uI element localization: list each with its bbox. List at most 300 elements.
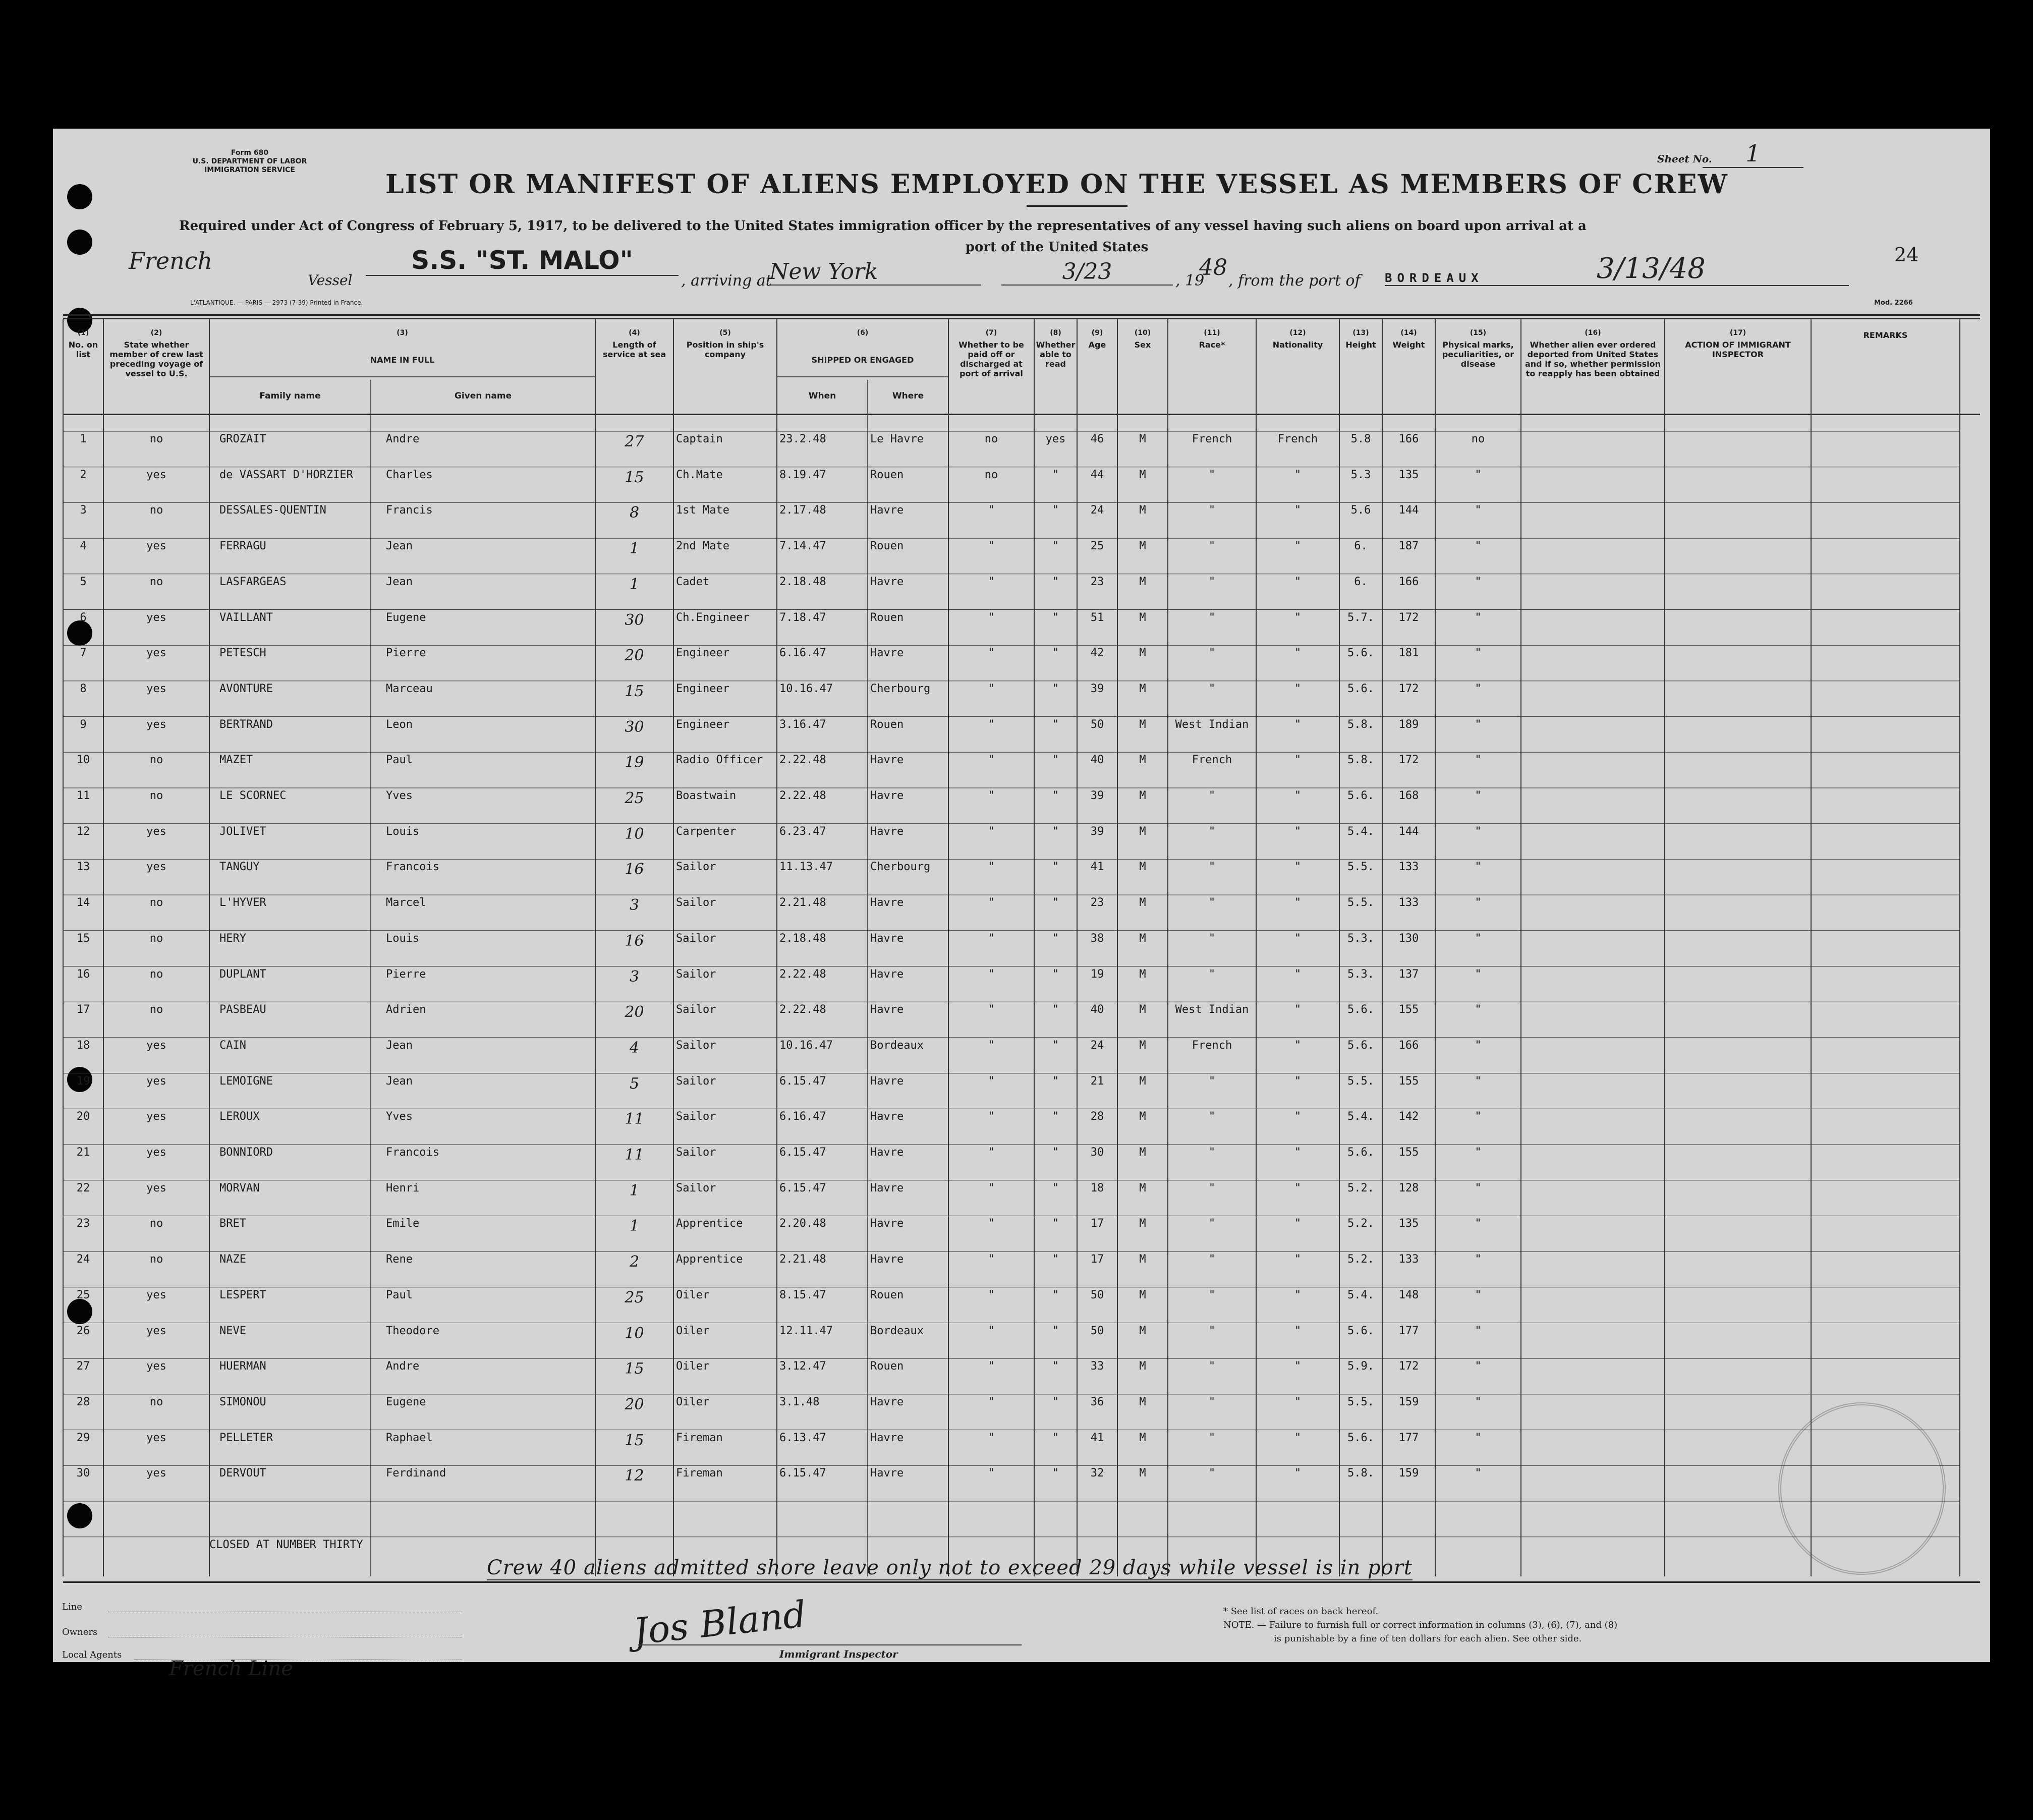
cell-given: Louis	[386, 825, 420, 838]
cell-when: 2.21.48	[779, 1253, 826, 1266]
cell-paid: "	[988, 647, 995, 660]
column-label: Race*	[1199, 340, 1225, 350]
cell-race: "	[1208, 504, 1216, 517]
cell-sex: M	[1139, 1217, 1146, 1230]
cell-sex: M	[1139, 433, 1146, 445]
column-label: REMARKS	[1863, 330, 1908, 340]
cell-height: 5.6.	[1347, 1039, 1374, 1052]
cell-read: "	[1052, 1288, 1059, 1301]
cell-race: "	[1208, 1074, 1216, 1088]
cell-family: HERY	[219, 932, 246, 945]
cell-no: 28	[76, 1395, 90, 1408]
cell-position: Sailor	[676, 968, 716, 981]
cell-paid: no	[984, 433, 998, 445]
cell-no: 19	[76, 1074, 90, 1088]
cell-position: Sailor	[676, 1110, 716, 1123]
cell-position: Sailor	[676, 932, 716, 945]
cell-marks: "	[1475, 932, 1482, 945]
cell-weight: 166	[1398, 433, 1419, 445]
cell-marks: "	[1475, 504, 1482, 517]
cell-prev: yes	[146, 825, 166, 838]
cell-nat: "	[1294, 1395, 1302, 1408]
cell-family: LEMOIGNE	[219, 1074, 273, 1088]
agents-value: French Line	[169, 1657, 293, 1680]
cell-race: "	[1208, 1288, 1216, 1301]
column-subheader: Where	[892, 391, 924, 401]
cell-nat: "	[1294, 754, 1302, 767]
form-number: Form 680	[231, 149, 269, 157]
column-label: Length of service at sea	[602, 340, 666, 359]
column-number: (6)	[857, 329, 869, 337]
footnote-races: * See list of races on back hereof.	[1223, 1606, 1379, 1617]
cell-no: 29	[76, 1431, 90, 1444]
cell-when: 3.12.47	[779, 1360, 826, 1373]
cell-where: Havre	[870, 789, 904, 802]
cell-service: 25	[625, 789, 644, 807]
cell-read: "	[1052, 1110, 1059, 1123]
cell-service: 4	[629, 1039, 640, 1057]
cell-nat: "	[1294, 1431, 1302, 1444]
cell-age: 18	[1090, 1181, 1104, 1195]
cell-position: Sailor	[676, 1074, 716, 1088]
cell-nat: "	[1294, 504, 1302, 517]
cell-nat: "	[1294, 1039, 1302, 1052]
cell-where: Bordeaux	[870, 1324, 924, 1337]
cell-no: 20	[76, 1110, 90, 1123]
required-notice-2: port of the United States	[965, 240, 1149, 255]
column-header	[1813, 324, 1958, 413]
cell-position: Oiler	[676, 1324, 710, 1337]
cell-when: 6.16.47	[779, 1110, 826, 1123]
cell-service: 15	[625, 468, 644, 486]
cell-race: French	[1192, 754, 1232, 767]
column-label: Whether able to read	[1036, 340, 1076, 369]
cell-read: "	[1052, 896, 1059, 909]
cell-when: 11.13.47	[779, 861, 833, 874]
cell-service: 1	[629, 1181, 640, 1200]
cell-no: 9	[80, 718, 87, 731]
cell-no: 4	[80, 540, 87, 553]
cell-weight: 172	[1398, 1360, 1419, 1373]
cell-weight: 159	[1398, 1395, 1419, 1408]
cell-no: 11	[76, 789, 90, 802]
cell-read: "	[1052, 789, 1059, 802]
cell-where: Havre	[870, 1217, 904, 1230]
cell-no: 8	[80, 682, 87, 695]
cell-no: 24	[76, 1253, 90, 1266]
cell-no: 10	[76, 754, 90, 767]
cell-read: "	[1052, 861, 1059, 874]
column-subheader: Family name	[259, 391, 321, 401]
cell-prev: yes	[146, 1110, 166, 1123]
cell-nat: "	[1294, 1467, 1302, 1480]
owners-label: Owners	[62, 1627, 98, 1637]
cell-paid: "	[988, 1431, 995, 1444]
cell-height: 5.8	[1350, 433, 1371, 445]
cell-paid: "	[988, 575, 995, 588]
cell-no: 15	[76, 932, 90, 945]
cell-service: 30	[625, 718, 644, 736]
cell-service: 27	[625, 433, 644, 450]
cell-service: 1	[629, 575, 640, 593]
cell-paid: "	[988, 754, 995, 767]
cell-service: 11	[625, 1110, 644, 1128]
cell-marks: "	[1475, 682, 1482, 695]
cell-weight: 133	[1398, 861, 1419, 874]
cell-family: PETESCH	[219, 647, 266, 660]
cell-family: NEVE	[219, 1324, 246, 1337]
cell-weight: 181	[1398, 647, 1419, 660]
column-header	[675, 324, 775, 413]
cell-height: 5.7.	[1347, 611, 1374, 624]
cell-marks: "	[1475, 611, 1482, 624]
cell-age: 36	[1090, 1395, 1104, 1408]
cell-age: 41	[1090, 861, 1104, 874]
cell-prev: yes	[146, 468, 166, 481]
cell-family: BERTRAND	[219, 718, 273, 731]
cell-when: 12.11.47	[779, 1324, 833, 1337]
cell-prev: yes	[146, 1431, 166, 1444]
cell-prev: yes	[146, 1360, 166, 1373]
cell-sex: M	[1139, 1003, 1146, 1016]
page-title: LIST OR MANIFEST OF ALIENS EMPLOYED ON THE VESSEL AS MEMBERS OF CREW	[385, 169, 1728, 200]
cell-marks: "	[1475, 754, 1482, 767]
cell-age: 30	[1090, 1146, 1104, 1159]
departure-port: BORDEAUX	[1385, 271, 1849, 286]
cell-nat: "	[1294, 932, 1302, 945]
cell-height: 5.5.	[1347, 896, 1374, 909]
cell-weight: 130	[1398, 932, 1419, 945]
cell-family: NAZE	[219, 1253, 246, 1266]
cell-height: 5.6	[1350, 504, 1371, 517]
cell-prev: no	[149, 968, 163, 981]
cell-read: "	[1052, 540, 1059, 553]
cell-service: 10	[625, 1324, 644, 1342]
required-notice: Required under Act of Congress of February 5, 1917, to be delivered to the United States immigration officer by the representatives of any vessel having such aliens on board upon arrival at a	[179, 218, 1587, 234]
cell-paid: "	[988, 1467, 995, 1480]
cell-service: 20	[625, 1003, 644, 1021]
cell-prev: no	[149, 575, 163, 588]
cell-paid: "	[988, 825, 995, 838]
cell-paid: "	[988, 896, 995, 909]
cell-nat: "	[1294, 611, 1302, 624]
cell-weight: 155	[1398, 1146, 1419, 1159]
cell-paid: "	[988, 1288, 995, 1301]
cell-weight: 168	[1398, 789, 1419, 802]
cell-sex: M	[1139, 647, 1146, 660]
cell-read: "	[1052, 932, 1059, 945]
cell-where: Havre	[870, 754, 904, 767]
cell-nat: "	[1294, 540, 1302, 553]
cell-family: DESSALES-QUENTIN	[219, 504, 326, 517]
cell-prev: yes	[146, 1146, 166, 1159]
cell-when: 2.17.48	[779, 504, 826, 517]
vessel-name: S.S. "ST. MALO"	[366, 246, 679, 276]
column-label: Sex	[1134, 340, 1151, 350]
cell-where: Havre	[870, 825, 904, 838]
cell-given: Andre	[386, 433, 420, 445]
cell-read: yes	[1045, 433, 1066, 445]
cell-read: "	[1052, 1395, 1059, 1408]
cell-given: Leon	[386, 718, 413, 731]
column-label: Whether alien ever ordered deported from United States and if so, whether permission to reapply has been obtained	[1524, 340, 1661, 378]
cell-age: 19	[1090, 968, 1104, 981]
cell-read: "	[1052, 1181, 1059, 1195]
cell-family: AVONTURE	[219, 682, 273, 695]
cell-read: "	[1052, 1039, 1059, 1052]
cell-height: 6.	[1354, 575, 1368, 588]
column-header	[1341, 324, 1380, 413]
cell-given: Eugene	[386, 1395, 426, 1408]
cell-prev: yes	[146, 540, 166, 553]
column-number: (2)	[150, 329, 162, 337]
cell-marks: "	[1475, 1039, 1482, 1052]
cell-paid: "	[988, 1324, 995, 1337]
column-number: (16)	[1585, 329, 1601, 337]
cell-height: 5.3	[1350, 468, 1371, 481]
cell-height: 5.8.	[1347, 718, 1374, 731]
cell-given: Ferdinand	[386, 1467, 446, 1480]
cell-age: 42	[1090, 647, 1104, 660]
cell-marks: "	[1475, 1003, 1482, 1016]
cell-given: Francis	[386, 504, 433, 517]
cell-where: Havre	[870, 1431, 904, 1444]
cell-paid: "	[988, 540, 995, 553]
cell-paid: "	[988, 718, 995, 731]
cell-when: 6.15.47	[779, 1074, 826, 1088]
cell-where: Rouen	[870, 1360, 904, 1373]
cell-sex: M	[1139, 468, 1146, 481]
cell-height: 5.9.	[1347, 1360, 1374, 1373]
cell-position: Engineer	[676, 647, 729, 660]
cell-nat: French	[1277, 433, 1318, 445]
column-label: Physical marks, peculiarities, or disease	[1442, 340, 1514, 369]
cell-when: 3.1.48	[779, 1395, 820, 1408]
cell-when: 2.22.48	[779, 789, 826, 802]
cell-where: Havre	[870, 504, 904, 517]
cell-service: 12	[625, 1467, 644, 1485]
cell-service: 5	[629, 1074, 640, 1093]
cell-sex: M	[1139, 968, 1146, 981]
cell-no: 7	[80, 647, 87, 660]
cell-no: 16	[76, 968, 90, 981]
cell-no: 17	[76, 1003, 90, 1016]
cell-service: 19	[625, 754, 644, 772]
vessel-label: Vessel	[308, 272, 353, 289]
cell-given: Charles	[386, 468, 433, 481]
cell-paid: "	[988, 504, 995, 517]
cell-given: Pierre	[386, 968, 426, 981]
cell-weight: 155	[1398, 1074, 1419, 1088]
cell-race: "	[1208, 468, 1216, 481]
cell-race: "	[1208, 575, 1216, 588]
cell-when: 6.13.47	[779, 1431, 826, 1444]
cell-marks: "	[1475, 1360, 1482, 1373]
column-label: State whether member of crew last preceding voyage of vessel to U.S.	[109, 340, 203, 378]
column-label: ACTION OF IMMIGRANT INSPECTOR	[1685, 340, 1791, 359]
cell-service: 2	[629, 1253, 640, 1271]
cell-read: "	[1052, 825, 1059, 838]
cell-service: 3	[629, 896, 640, 915]
column-number: (17)	[1729, 329, 1746, 337]
cell-nat: "	[1294, 1146, 1302, 1159]
cell-sex: M	[1139, 682, 1146, 695]
cell-no: 18	[76, 1039, 90, 1052]
cell-no: 25	[76, 1288, 90, 1301]
cell-weight: 166	[1398, 1039, 1419, 1052]
cell-paid: "	[988, 1146, 995, 1159]
cell-marks: "	[1475, 1431, 1482, 1444]
column-number: (14)	[1400, 329, 1417, 337]
cell-marks: "	[1475, 540, 1482, 553]
cell-service: 1	[629, 1217, 640, 1235]
cell-race: "	[1208, 1181, 1216, 1195]
cell-weight: 189	[1398, 718, 1419, 731]
cell-height: 5.8.	[1347, 754, 1374, 767]
cell-sex: M	[1139, 1431, 1146, 1444]
cell-marks: "	[1475, 1181, 1482, 1195]
cell-family: PASBEAU	[219, 1003, 266, 1016]
cell-marks: "	[1475, 1288, 1482, 1301]
column-label: Weight	[1392, 340, 1425, 350]
cell-age: 17	[1090, 1253, 1104, 1266]
cell-no: 13	[76, 861, 90, 874]
cell-where: Havre	[870, 1003, 904, 1016]
cell-given: Francois	[386, 861, 439, 874]
cell-race: "	[1208, 789, 1216, 802]
mod-number: Mod. 2266	[1874, 299, 1913, 307]
cell-read: "	[1052, 611, 1059, 624]
cell-marks: "	[1475, 896, 1482, 909]
cell-height: 5.5.	[1347, 1395, 1374, 1408]
cell-weight: 135	[1398, 1217, 1419, 1230]
cell-sex: M	[1139, 861, 1146, 874]
cell-given: Jean	[386, 1074, 413, 1088]
cell-sex: M	[1139, 1146, 1146, 1159]
cell-when: 2.18.48	[779, 932, 826, 945]
column-label: Position in ship's company	[686, 340, 764, 359]
cell-marks: no	[1471, 433, 1485, 445]
cell-height: 5.8.	[1347, 1467, 1374, 1480]
cell-given: Francois	[386, 1146, 439, 1159]
cell-nat: "	[1294, 1253, 1302, 1266]
cell-given: Andre	[386, 1360, 420, 1373]
cell-race: "	[1208, 540, 1216, 553]
departure-date: 3/13/48	[1597, 252, 1706, 285]
footnote-fine-2: is punishable by a fine of ten dollars for each alien. See other side.	[1274, 1633, 1582, 1644]
column-number: (15)	[1470, 329, 1487, 337]
cell-sex: M	[1139, 1110, 1146, 1123]
column-header	[105, 324, 207, 413]
cell-no: 6	[80, 611, 87, 624]
column-number: (9)	[1091, 329, 1103, 337]
closed-note: CLOSED AT NUMBER THIRTY	[209, 1539, 363, 1551]
inspector-signature: Jos Bland	[631, 1592, 808, 1653]
cell-nat: "	[1294, 575, 1302, 588]
cell-when: 7.14.47	[779, 540, 826, 553]
cell-no: 14	[76, 896, 90, 909]
cell-where: Bordeaux	[870, 1039, 924, 1052]
immigration-stamp	[1778, 1402, 1946, 1575]
cell-weight: 133	[1398, 896, 1419, 909]
cell-service: 25	[625, 1288, 644, 1306]
cell-race: "	[1208, 1253, 1216, 1266]
page-number: 24	[1894, 244, 1919, 266]
cell-height: 5.6.	[1347, 1324, 1374, 1337]
department: U.S. DEPARTMENT OF LABOR	[192, 157, 307, 165]
cell-no: 21	[76, 1146, 90, 1159]
cell-marks: "	[1475, 1395, 1482, 1408]
cell-prev: no	[149, 1003, 163, 1016]
cell-height: 5.4.	[1347, 1288, 1374, 1301]
arriving-port: New York	[769, 259, 981, 286]
cell-given: Jean	[386, 575, 413, 588]
cell-read: "	[1052, 647, 1059, 660]
cell-height: 5.3.	[1347, 932, 1374, 945]
cell-age: 46	[1090, 433, 1104, 445]
cell-prev: yes	[146, 682, 166, 695]
line-label: Line	[62, 1602, 82, 1612]
cell-prev: yes	[146, 611, 166, 624]
cell-age: 23	[1090, 575, 1104, 588]
cell-weight: 187	[1398, 540, 1419, 553]
agents-label: Local Agents	[62, 1650, 122, 1660]
cell-family: GROZAIT	[219, 433, 266, 445]
cell-sex: M	[1139, 1467, 1146, 1480]
cell-given: Rene	[386, 1253, 413, 1266]
column-header	[1170, 324, 1254, 413]
column-number: (1)	[77, 329, 89, 337]
cell-read: "	[1052, 968, 1059, 981]
column-label: Nationality	[1272, 340, 1323, 350]
column-number: (5)	[719, 329, 731, 337]
cell-where: Rouen	[870, 611, 904, 624]
cell-sex: M	[1139, 789, 1146, 802]
cell-position: Ch.Engineer	[676, 611, 750, 624]
cell-weight: 177	[1398, 1324, 1419, 1337]
cell-age: 40	[1090, 1003, 1104, 1016]
cell-service: 16	[625, 932, 644, 950]
cell-service: 16	[625, 861, 644, 879]
cell-family: HUERMAN	[219, 1360, 266, 1373]
cell-sex: M	[1139, 1360, 1146, 1373]
cell-prev: yes	[146, 1467, 166, 1480]
cell-given: Pierre	[386, 647, 426, 660]
column-label: Whether to be paid off or discharged at port of arrival	[958, 340, 1024, 378]
cell-where: Cherbourg	[870, 682, 931, 695]
column-label: SHIPPED OR ENGAGED	[811, 355, 914, 365]
cell-read: "	[1052, 682, 1059, 695]
column-number: (12)	[1289, 329, 1306, 337]
cell-race: "	[1208, 682, 1216, 695]
cell-race: "	[1208, 1146, 1216, 1159]
column-number: (7)	[985, 329, 997, 337]
cell-no: 22	[76, 1181, 90, 1195]
cell-nat: "	[1294, 1324, 1302, 1337]
cell-family: CAIN	[219, 1039, 246, 1052]
cell-position: Carpenter	[676, 825, 737, 838]
cell-sex: M	[1139, 754, 1146, 767]
column-header	[1523, 324, 1663, 413]
column-number: (8)	[1050, 329, 1061, 337]
cell-weight: 166	[1398, 575, 1419, 588]
cell-where: Havre	[870, 1181, 904, 1195]
cell-position: Sailor	[676, 896, 716, 909]
column-header	[950, 324, 1032, 413]
cell-family: MORVAN	[219, 1181, 260, 1195]
column-header	[597, 324, 671, 413]
cell-family: LE SCORNEC	[219, 789, 287, 802]
